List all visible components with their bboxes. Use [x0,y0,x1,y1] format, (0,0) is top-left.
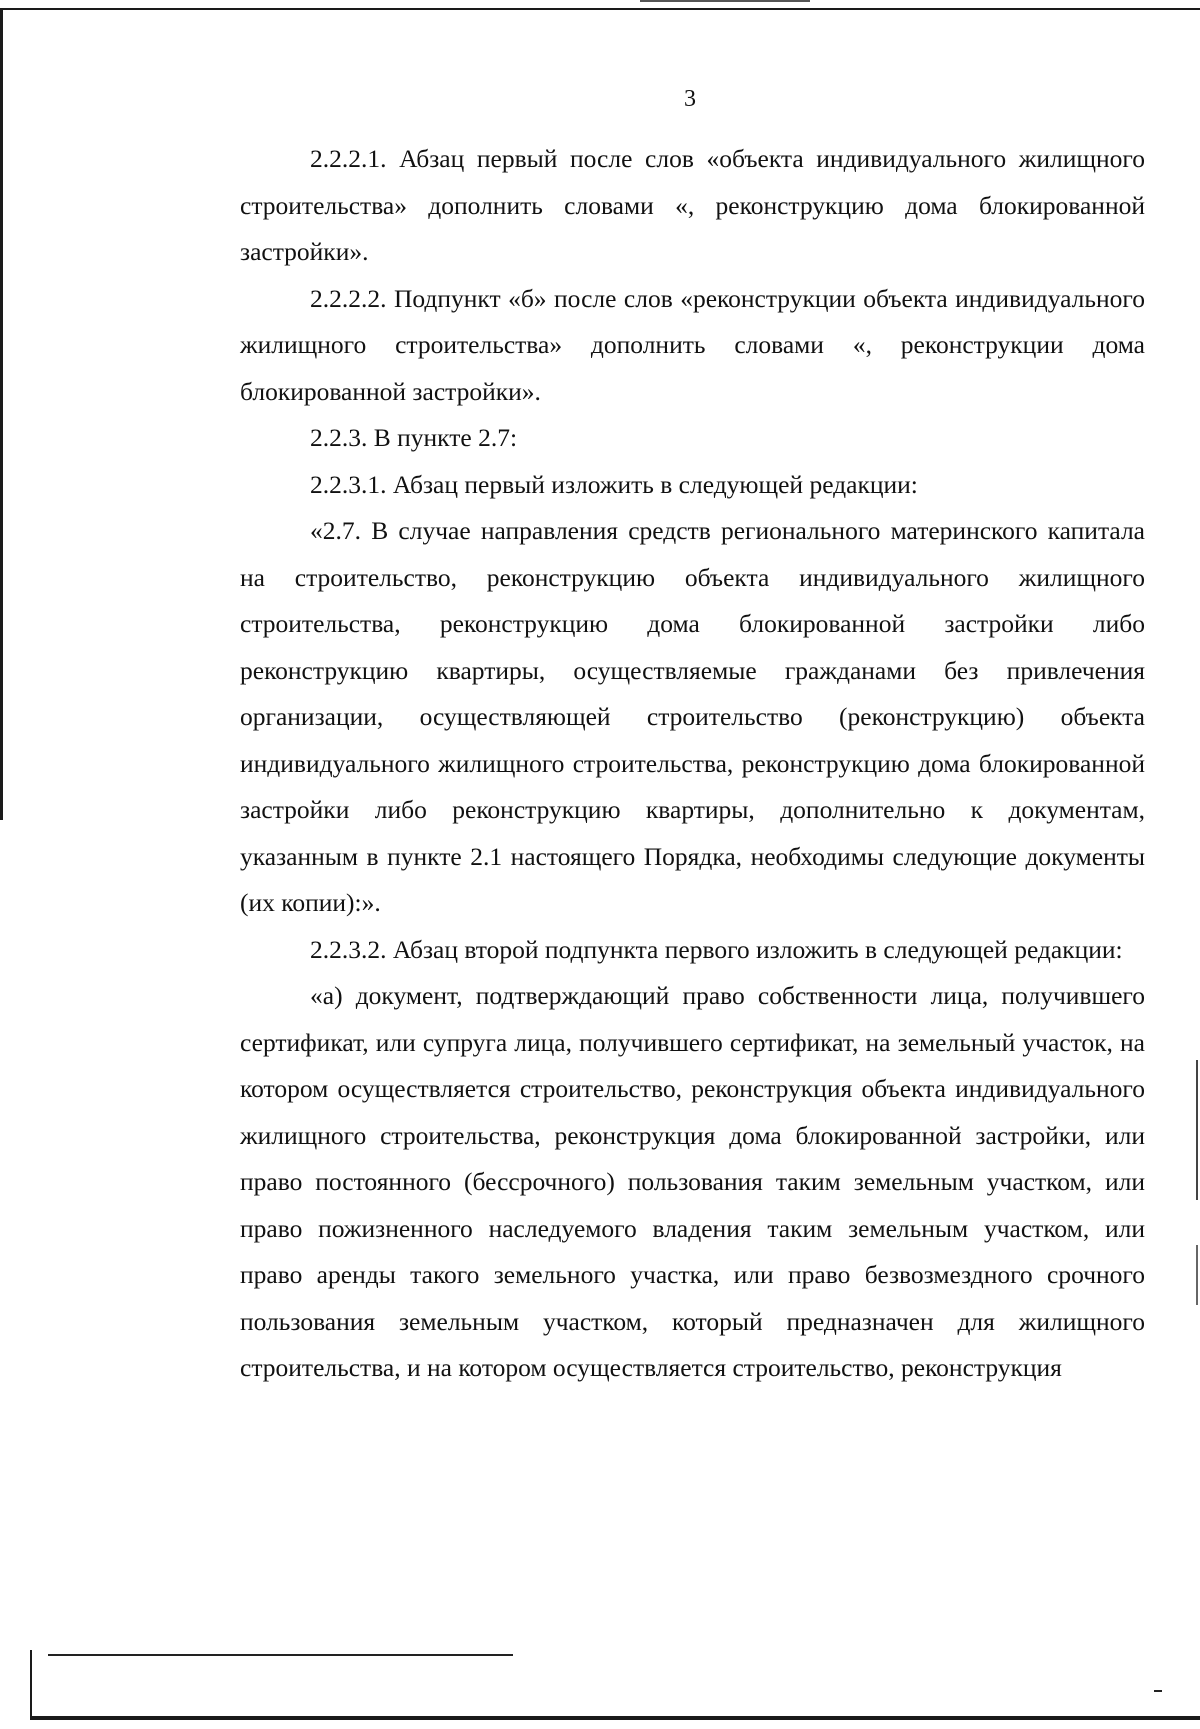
scan-edge-left [0,10,3,820]
scan-edge-right [1196,1060,1198,1200]
paragraph: 2.2.2.2. Подпункт «б» после слов «реконструкции объекта индивидуального жилищного строительства» дополнить словами «, реконструкции дома блокированной застройки». [240,283,1145,406]
page-number: 3 [684,86,696,112]
scan-edge-bottom [30,1716,1200,1720]
paragraph: «а) документ, подтверждающий право собственности лица, получившего сертификат, или супруга лица, получившего сертификат, на земельный участок, на котором осуществляется строительство, реконструкция объекта индивидуального жилищного строительства, реконструкция дома блокированной застройки, или право постоянного (бессрочного) пользования таким земельным участком, или право пожизненного наследуемого владения таким земельным участком, или право аренды такого земельного участка, или право безвозмездного срочного пользования земельным участком, который предназначен для жилищного строительства, и на котором осуществляется строительство, реконструкция [240,981,1145,1382]
scan-dash-mark [1154,1690,1162,1692]
body-text [240,136,1145,1392]
scan-edge-top [0,8,1200,10]
footnote-rule [48,1654,513,1656]
scan-edge-top-mark [640,0,810,2]
paragraph: 2.2.2.1. Абзац первый после слов «объекта индивидуального жилищного строительства» дополнить словами «, реконструкцию дома блокированной застройки». [240,144,1145,266]
scan-edge-bottom-left [30,1650,32,1720]
paragraph: 2.2.3.1. Абзац первый изложить в следующей редакции: [310,469,918,499]
paragraph: 2.2.3.2. Абзац второй подпункта первого изложить в следующей редакции: [310,934,1123,964]
paragraph: «2.7. В случае направления средств регионального материнского капитала на строительство, реконструкцию объекта индивидуального жилищного строительства, реконструкцию дома блокированной застройки либо реконструкцию квартиры, осуществляемые гражданами без привлечения организации, осуществляющей строительство (реконструкцию) объекта индивидуального жилищного строительства, реконструкцию дома блокированной застройки либо реконструкцию квартиры, дополнительно к документам, указанным в пункте 2.1 настоящего Порядка, необходимы следующие документы (их копии):». [240,516,1145,917]
paragraph: 2.2.3. В пункте 2.7: [310,423,518,452]
scan-edge-right-lower [1196,1245,1198,1305]
